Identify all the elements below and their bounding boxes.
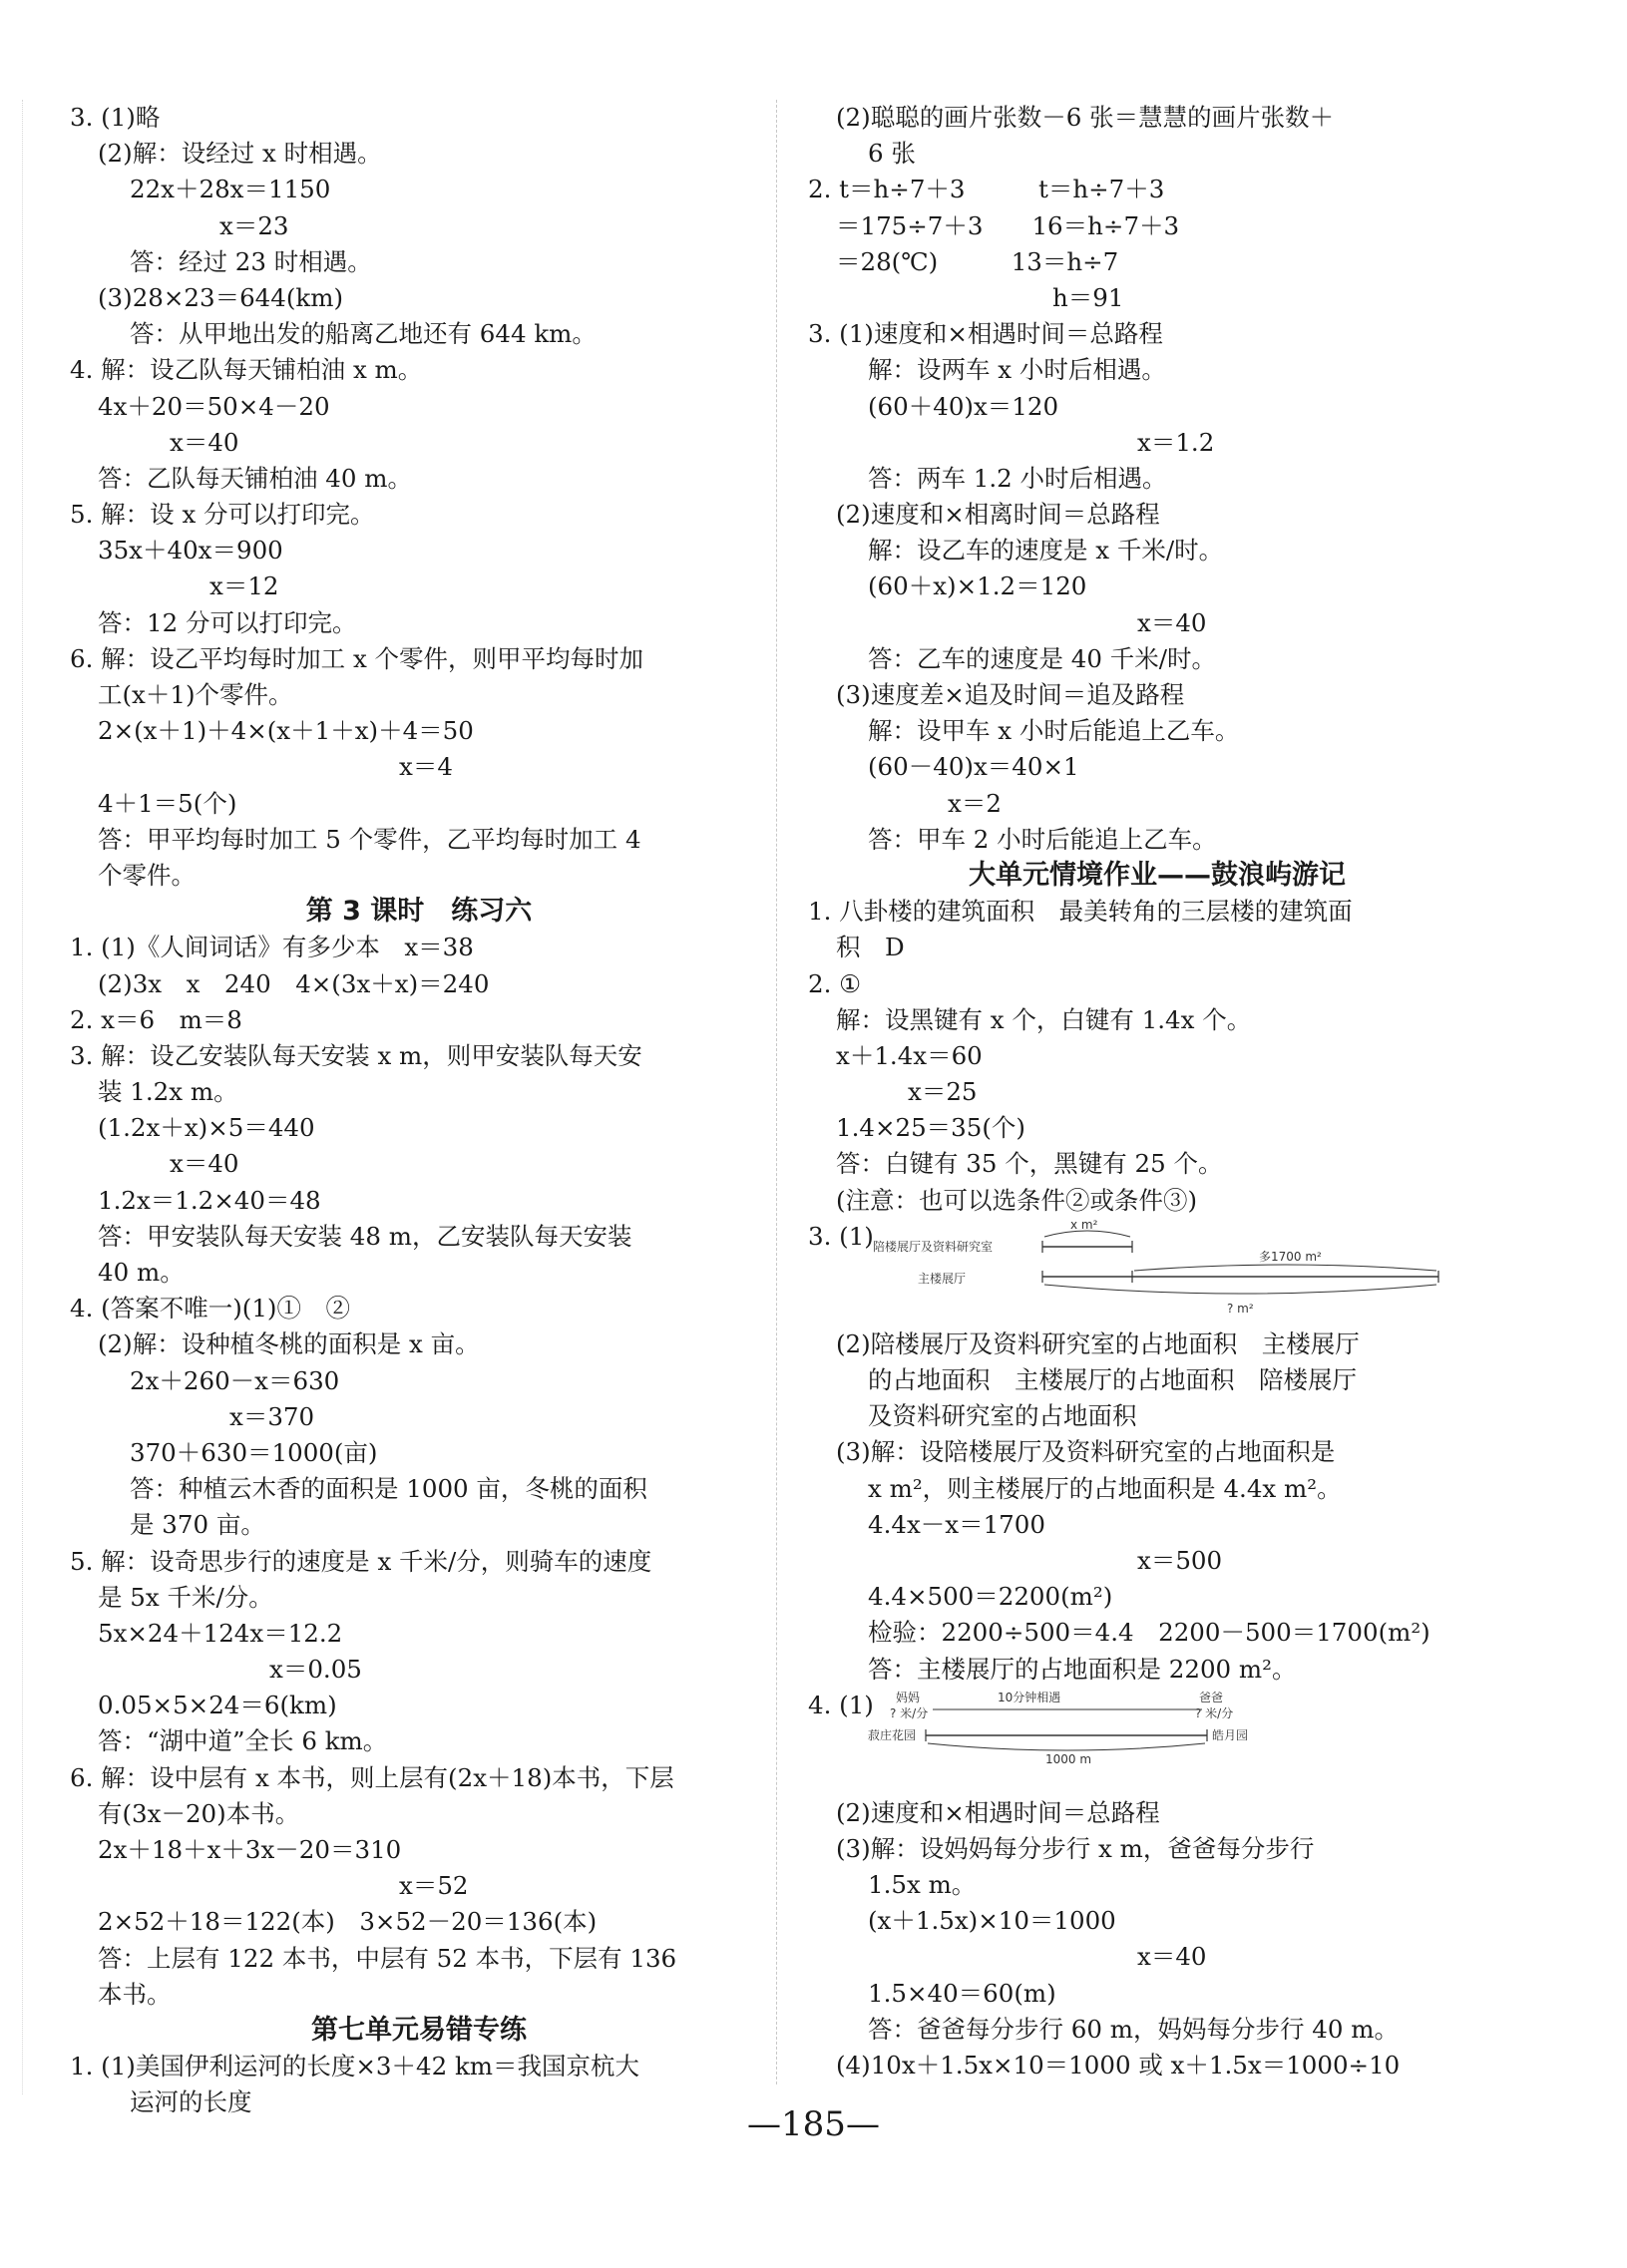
bottom-brace bbox=[1044, 1285, 1436, 1294]
left-place-label: 菽庄花园 bbox=[868, 1727, 917, 1742]
answer-line: 积 D bbox=[836, 933, 905, 962]
answer-line: 6 张 bbox=[868, 139, 916, 169]
left-column bbox=[70, 100, 768, 2121]
answer-line: (2)聪聪的画片张数－6 张＝慧慧的画片张数＋ bbox=[836, 103, 1335, 132]
answer-line: x＝4 bbox=[399, 752, 453, 782]
answer-line: x＝2 bbox=[948, 788, 1002, 818]
answer-line: 35x＋40x＝900 bbox=[98, 536, 283, 566]
answer-line: x＝40 bbox=[1137, 607, 1207, 637]
answer-line: 1. (1)《人间词话》有多少本 x＝38 bbox=[70, 933, 474, 962]
answer-line: (2)陪楼展厅及资料研究室的占地面积 主楼展厅 bbox=[836, 1328, 1360, 1358]
top-brace-label: x m² bbox=[1070, 1218, 1098, 1232]
answer-line: x＝52 bbox=[399, 1871, 469, 1901]
answer-line: (3)速度差×追及时间＝追及路程 bbox=[836, 680, 1185, 709]
answer-line: 解：设两车 x 小时后相遇。 bbox=[868, 355, 1166, 385]
answer-line: 的占地面积 主楼展厅的占地面积 陪楼展厅 bbox=[868, 1365, 1357, 1394]
answer-line: 4＋1＝5(个) bbox=[98, 788, 237, 818]
answer-line: ＝175÷7＋3 16＝h÷7＋3 bbox=[836, 210, 1180, 240]
distance-brace bbox=[928, 1743, 1205, 1750]
answer-line: (2)3x x 240 4×(3x＋x)＝240 bbox=[98, 968, 490, 998]
question-label: 3. (1) bbox=[808, 1221, 874, 1251]
answer-line: 6. 解：设乙平均每时加工 x 个零件，则甲平均每时加 bbox=[70, 643, 644, 673]
answer-line: 5. 解：设 x 分可以打印完。 bbox=[70, 500, 375, 530]
area-comparison-diagram bbox=[808, 1219, 1446, 1326]
answer-line: 40 m。 bbox=[98, 1258, 185, 1287]
answer-line: ＝28(℃) 13＝h÷7 bbox=[836, 246, 1119, 276]
answer-line: x＝23 bbox=[219, 210, 289, 240]
answer-line: 是 5x 千米/分。 bbox=[98, 1582, 273, 1612]
answer-line: 答：乙队每天铺柏油 40 m。 bbox=[98, 463, 412, 493]
answer-line: x＋1.4x＝60 bbox=[836, 1040, 983, 1070]
answer-line: 22x＋28x＝1150 bbox=[130, 175, 331, 204]
answer-line: (60－40)x＝40×1 bbox=[868, 752, 1079, 782]
answer-line: 4. 解：设乙队每天铺柏油 x m。 bbox=[70, 355, 423, 385]
answer-line: 370＋630＝1000(亩) bbox=[130, 1437, 378, 1467]
answer-line: 1.2x＝1.2×40＝48 bbox=[98, 1185, 321, 1215]
answer-line: 2x＋260－x＝630 bbox=[130, 1365, 340, 1395]
answer-line: (2)速度和×相离时间＝总路程 bbox=[836, 500, 1160, 530]
answer-line: (3)解：设陪楼展厅及资料研究室的占地面积是 bbox=[836, 1437, 1336, 1467]
answer-line: 0.05×5×24＝6(km) bbox=[98, 1691, 337, 1720]
answer-line: 2×(x＋1)＋4×(x＋1＋x)＋4＝50 bbox=[98, 716, 474, 746]
section-heading: 大单元情境作业——鼓浪屿游记 bbox=[969, 859, 1346, 891]
walking-diagram-area bbox=[808, 1688, 1506, 1795]
answer-line: 答：12 分可以打印完。 bbox=[98, 607, 357, 637]
answer-line: 答：从甲地出发的船离乙地还有 644 km。 bbox=[130, 319, 597, 349]
mom-label: 妈妈 bbox=[896, 1690, 921, 1704]
answer-line: 1. (1)美国伊利运河的长度×3＋42 km＝我国京杭大 bbox=[70, 2052, 640, 2081]
answer-line: h＝91 bbox=[1052, 282, 1124, 312]
answer-line: 解：设甲车 x 小时后能追上乙车。 bbox=[868, 716, 1240, 746]
question-label: 4. (1) bbox=[808, 1690, 874, 1719]
section-heading: 第 3 课时 练习六 bbox=[305, 896, 533, 928]
answer-line: 3. 解：设乙安装队每天安装 x m，则甲安装队每天安 bbox=[70, 1040, 642, 1070]
answer-line: 3. (1)略 bbox=[70, 103, 161, 132]
difference-brace bbox=[1134, 1265, 1436, 1271]
meet-label: 10分钟相遇 bbox=[998, 1690, 1061, 1704]
meeting-distance-diagram bbox=[808, 1688, 1446, 1795]
answer-line: (60＋40)x＝120 bbox=[868, 391, 1059, 421]
answer-line: x＝370 bbox=[229, 1401, 315, 1431]
answer-line: 2. x＝6 m＝8 bbox=[70, 1004, 242, 1034]
row-label-annex: 陪楼展厅及资料研究室 bbox=[873, 1239, 994, 1254]
answer-line: 2. ① bbox=[808, 968, 862, 998]
answer-line: x＝500 bbox=[1137, 1545, 1223, 1575]
answer-line: 1. 八卦楼的建筑面积 最美转角的三层楼的建筑面 bbox=[808, 897, 1353, 927]
row-label-main: 主楼展厅 bbox=[918, 1271, 967, 1286]
answer-line: (3)28×23＝644(km) bbox=[98, 282, 344, 312]
answer-line: 答：甲车 2 小时后能追上乙车。 bbox=[868, 824, 1217, 854]
answer-line: 答：白键有 35 个，黑键有 25 个。 bbox=[836, 1149, 1223, 1179]
answer-line: 有(3x－20)本书。 bbox=[98, 1798, 300, 1828]
answer-line: 答：主楼展厅的占地面积是 2200 m²。 bbox=[868, 1654, 1297, 1684]
answer-line: 检验：2200÷500＝4.4 2200－500＝1700(m²) bbox=[868, 1618, 1430, 1648]
answer-line: x＝40 bbox=[170, 1149, 239, 1179]
answer-line: 答：两车 1.2 小时后相遇。 bbox=[868, 463, 1167, 493]
answer-line: x＝25 bbox=[908, 1077, 978, 1107]
answer-line: 4. (答案不唯一)(1)① ② bbox=[70, 1294, 350, 1323]
answer-line: 答：甲安装队每天安装 48 m，乙安装队每天安装 bbox=[98, 1221, 632, 1251]
answer-line: x＝1.2 bbox=[1137, 427, 1215, 457]
answer-line: (2)速度和×相遇时间＝总路程 bbox=[836, 1797, 1160, 1827]
answer-line: 4x＋20＝50×4－20 bbox=[98, 391, 330, 421]
answer-line: 及资料研究室的占地面积 bbox=[868, 1401, 1137, 1431]
answer-line: 4.4x－x＝1700 bbox=[868, 1509, 1045, 1539]
answer-line: x＝40 bbox=[1137, 1942, 1207, 1972]
page-edge-line bbox=[22, 100, 23, 2094]
right-column bbox=[808, 100, 1506, 2083]
difference-brace-label: 多1700 m² bbox=[1259, 1249, 1322, 1264]
answer-line: 2. t＝h÷7＋3 t＝h÷7＋3 bbox=[808, 175, 1165, 204]
answer-line: 答：甲平均每时加工 5 个零件，乙平均每时加工 4 bbox=[98, 824, 641, 854]
answer-line: x＝12 bbox=[209, 571, 279, 601]
answer-line: (注意：也可以选条件②或条件③) bbox=[836, 1185, 1198, 1215]
answer-line: (3)解：设妈妈每分步行 x m，爸爸每分步行 bbox=[836, 1833, 1315, 1863]
section-heading: 第七单元易错专练 bbox=[311, 2014, 527, 2046]
answer-line: 2×52＋18＝122(本) 3×52－20＝136(本) bbox=[98, 1907, 598, 1937]
answer-line: 答：“湖中道”全长 6 km。 bbox=[98, 1726, 388, 1756]
answer-line: 装 1.2x m。 bbox=[98, 1077, 238, 1107]
page-number: —185— bbox=[747, 2104, 880, 2144]
answer-line: 答：爸爸每分步行 60 m，妈妈每分步行 40 m。 bbox=[868, 2014, 1399, 2044]
answer-line: 本书。 bbox=[98, 1979, 172, 2009]
dad-label: 爸爸 bbox=[1199, 1690, 1224, 1704]
answer-line: 1.5×40＝60(m) bbox=[868, 1978, 1056, 2008]
answer-line: (2)解：设种植冬桃的面积是 x 亩。 bbox=[98, 1329, 480, 1359]
segment-diagram-area bbox=[808, 1219, 1506, 1326]
answer-line: 解：设黑键有 x 个，白键有 1.4x 个。 bbox=[836, 1004, 1252, 1034]
answer-line: x＝0.05 bbox=[269, 1655, 362, 1685]
answer-line: 答：种植云木香的面积是 1000 亩，冬桃的面积 bbox=[130, 1474, 647, 1504]
answer-line: 答：上层有 122 本书，中层有 52 本书，下层有 136 bbox=[98, 1943, 677, 1973]
distance-label: 1000 m bbox=[1045, 1751, 1092, 1766]
answer-line: (x＋1.5x)×10＝1000 bbox=[868, 1906, 1116, 1936]
answer-line: x m²，则主楼展厅的占地面积是 4.4x m²。 bbox=[868, 1473, 1342, 1503]
answer-line: 6. 解：设中层有 x 本书，则上层有(2x＋18)本书，下层 bbox=[70, 1762, 674, 1792]
answer-line: x＝40 bbox=[170, 427, 239, 457]
answer-line: 3. (1)速度和×相遇时间＝总路程 bbox=[808, 319, 1163, 349]
answer-line: 个零件。 bbox=[98, 860, 196, 890]
answer-line: (4)10x＋1.5x×10＝1000 或 x＋1.5x＝1000÷10 bbox=[836, 2051, 1401, 2079]
column-divider bbox=[776, 100, 777, 2084]
answer-line: 是 370 亩。 bbox=[130, 1510, 265, 1540]
answer-line: 1.4×25＝35(个) bbox=[836, 1113, 1025, 1143]
dad-speed-label: ? 米/分 bbox=[1195, 1705, 1234, 1720]
answer-line: 答：经过 23 时相遇。 bbox=[130, 246, 372, 276]
bottom-brace-label: ? m² bbox=[1227, 1301, 1254, 1316]
answer-line: 1.5x m。 bbox=[868, 1870, 977, 1900]
answer-line: 5. 解：设奇思步行的速度是 x 千米/分，则骑车的速度 bbox=[70, 1546, 652, 1576]
answer-line: 2x＋18＋x＋3x－20＝310 bbox=[98, 1835, 402, 1864]
answer-line: 5x×24＋124x＝12.2 bbox=[98, 1618, 343, 1648]
answer-line: 解：设乙车的速度是 x 千米/时。 bbox=[868, 536, 1224, 566]
right-place-label: 皓月园 bbox=[1212, 1727, 1249, 1742]
answer-line: 工(x＋1)个零件。 bbox=[98, 680, 293, 709]
answer-line: (1.2x＋x)×5＝440 bbox=[98, 1113, 315, 1143]
answer-line: (2)解：设经过 x 时相遇。 bbox=[98, 139, 382, 169]
answer-line: 运河的长度 bbox=[130, 2087, 252, 2117]
answer-line: 4.4×500＝2200(m²) bbox=[868, 1582, 1113, 1612]
mom-speed-label: ? 米/分 bbox=[890, 1705, 929, 1720]
answer-line: (60＋x)×1.2＝120 bbox=[868, 571, 1087, 601]
answer-line: 答：乙车的速度是 40 千米/时。 bbox=[868, 643, 1217, 673]
